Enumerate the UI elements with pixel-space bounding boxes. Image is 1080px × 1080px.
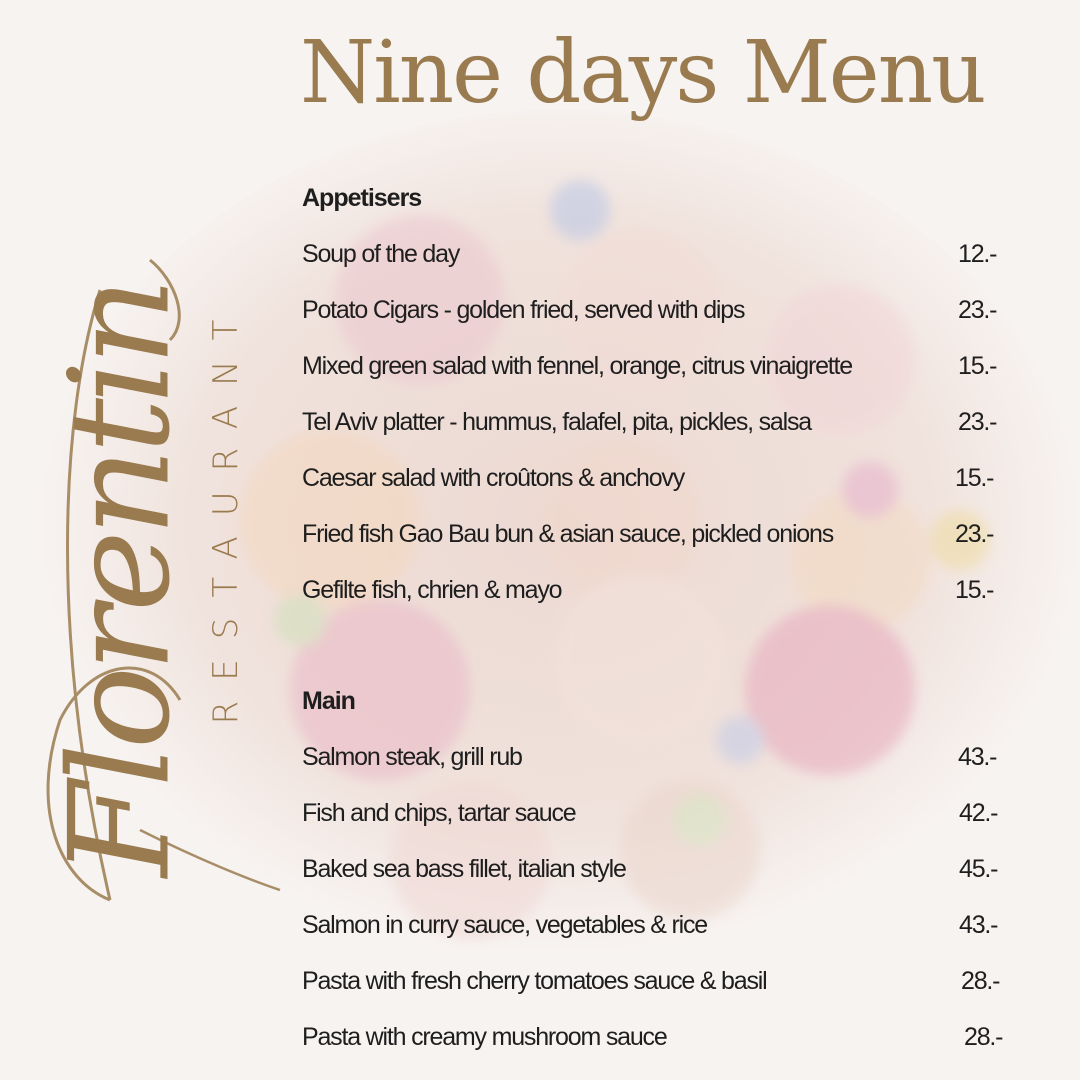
menu-item <box>302 795 1022 851</box>
brand-logo <box>0 0 300 1080</box>
menu-item <box>302 572 1022 628</box>
item-name: Soup of the day <box>302 240 460 268</box>
item-name: Baked sea bass fillet, italian style <box>302 855 626 883</box>
item-name: Mixed green salad with fennel, orange, citrus vinaigrette <box>302 352 852 380</box>
section-appetisers <box>302 180 1022 628</box>
item-name: Fish and chips, tartar sauce <box>302 799 576 827</box>
menu-item <box>302 851 1022 907</box>
item-name: Gefilte fish, chrien & mayo <box>302 576 562 604</box>
item-price: 15.- <box>955 464 994 492</box>
section-main <box>302 683 1022 1075</box>
menu-item <box>302 739 1022 795</box>
menu-item <box>302 292 1022 348</box>
menu-item <box>302 236 1022 292</box>
item-name: Pasta with creamy mushroom sauce <box>302 1023 667 1051</box>
menu-item <box>302 348 1022 404</box>
brand-script: Florentin <box>39 283 201 877</box>
section-heading: Main <box>302 687 355 715</box>
menu-item <box>302 963 1022 1019</box>
item-price: 43.- <box>958 743 997 771</box>
menu-title: Nine days Menu <box>300 23 985 123</box>
menu-item <box>302 516 1022 572</box>
item-price: 15.- <box>958 352 997 380</box>
menu-item <box>302 1019 1022 1075</box>
item-name: Salmon steak, grill rub <box>302 743 522 771</box>
item-price: 42.- <box>959 799 998 827</box>
item-price: 23.- <box>955 520 994 548</box>
item-price: 23.- <box>958 296 997 324</box>
section-heading: Appetisers <box>302 184 422 212</box>
brand-subtitle: RESTAURANT <box>206 299 246 725</box>
item-name: Salmon in curry sauce, vegetables & rice <box>302 911 707 939</box>
item-price: 15.- <box>955 576 994 604</box>
item-name: Pasta with fresh cherry tomatoes sauce & basil <box>302 967 767 995</box>
menu-item <box>302 907 1022 963</box>
item-name: Potato Cigars - golden fried, served with dips <box>302 296 745 324</box>
menu-item <box>302 460 1022 516</box>
item-name: Fried fish Gao Bau bun & asian sauce, pickled onions <box>302 520 834 548</box>
item-price: 12.- <box>958 240 997 268</box>
item-name: Caesar salad with croûtons & anchovy <box>302 464 685 492</box>
item-price: 28.- <box>961 967 1000 995</box>
menu-item <box>302 404 1022 460</box>
item-price: 23.- <box>958 408 997 436</box>
item-name: Tel Aviv platter - hummus, falafel, pita, pickles, salsa <box>302 408 811 436</box>
item-price: 43.- <box>959 911 998 939</box>
item-price: 45.- <box>959 855 998 883</box>
item-price: 28.- <box>964 1023 1003 1051</box>
